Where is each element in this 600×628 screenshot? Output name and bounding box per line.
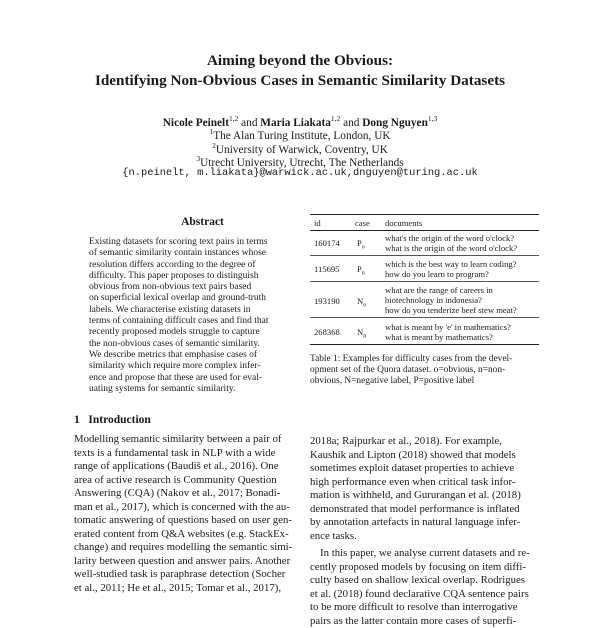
table-cell-documents bbox=[385, 322, 511, 342]
abstract-line: on superficial lexical overlap and ground-truth bbox=[89, 293, 277, 304]
table-cell-case bbox=[357, 296, 366, 311]
case-label: P bbox=[357, 264, 362, 274]
abstract-line: Existing datasets for scoring text pairs in terms bbox=[89, 237, 277, 248]
case-subscript: o bbox=[363, 303, 366, 309]
table-cell-id: 268368 bbox=[314, 327, 340, 337]
author-affil-sup: 1,2 bbox=[331, 114, 340, 123]
affiliation-text: Utrecht University, Utrecht, The Netherlands bbox=[200, 157, 404, 169]
body-line: tomatic answering of questions based on user gen- bbox=[74, 514, 293, 528]
case-subscript: o bbox=[362, 245, 365, 251]
body-line: mation is withheld, and Gururangan et al. (2018) bbox=[310, 489, 539, 503]
body-line: high performance even when critical task infor- bbox=[310, 476, 539, 490]
affiliation-sup: 1 bbox=[209, 127, 213, 136]
body-line: ence tasks. bbox=[310, 530, 539, 544]
paper-title-line-2: Identifying Non-Obvious Cases in Semantic Similarity Datasets bbox=[0, 72, 600, 90]
caption-line: opment set of the Quora dataset. o=obvious, n=non- bbox=[310, 365, 539, 376]
author-separator: and bbox=[343, 117, 359, 129]
author-emails: {n.peinelt, m.liakata}@warwick.ac.uk,dnguyen@turing.ac.uk bbox=[0, 166, 600, 180]
document-line: what's the origin of the word o'clock? bbox=[385, 233, 517, 243]
body-line: 2018a; Rajpurkar et al., 2018). For example, bbox=[310, 435, 539, 449]
document-line: how do you tenderize beef stew meat? bbox=[385, 305, 517, 315]
table-header-rule bbox=[310, 230, 539, 231]
case-subscript: n bbox=[362, 271, 365, 277]
document-line: what is meant by 'e' in mathematics? bbox=[385, 322, 511, 332]
body-line: range of applications (Baudiš et al., 2016). One bbox=[74, 460, 293, 474]
body-line: culty based on shallow lexical overlap. Rodrigues bbox=[310, 574, 539, 588]
abstract-line: difficulty. This paper proposes to distinguish bbox=[89, 271, 277, 282]
author-name: Nicole Peinelt bbox=[163, 117, 229, 129]
body-line: change) and requires modelling the semantic simi- bbox=[74, 541, 293, 555]
table-cell-documents bbox=[385, 259, 517, 279]
case-label: N bbox=[357, 296, 363, 306]
section-title: Introduction bbox=[88, 414, 150, 426]
body-line: Kaushik and Lipton (2018) showed that models bbox=[310, 449, 539, 463]
body-line: sometimes exploit dataset properties to achieve bbox=[310, 462, 539, 476]
body-line: Modelling semantic similarity between a pair of bbox=[74, 433, 293, 447]
affiliation-text: University of Warwick, Coventry, UK bbox=[216, 144, 388, 156]
affiliation-sup: 3 bbox=[196, 154, 200, 163]
abstract-body bbox=[89, 237, 277, 395]
abstract-line: of semantic similarity contain instances whose bbox=[89, 248, 277, 259]
body-line: erated content from Q&A websites (e.g. StackEx- bbox=[74, 528, 293, 542]
abstract-line: terms of containing difficult cases and find that bbox=[89, 316, 277, 327]
paper-title-line-1: Aiming beyond the Obvious: bbox=[0, 52, 600, 70]
affiliation-sup: 2 bbox=[212, 141, 216, 150]
body-line: cently proposed models by focusing on item diffi- bbox=[310, 561, 539, 575]
body-line: area of active research is Community Question bbox=[74, 474, 293, 488]
abstract-heading: Abstract bbox=[88, 216, 317, 228]
section-heading-introduction bbox=[74, 414, 151, 426]
body-line: texts is a fundamental task in NLP with a wide bbox=[74, 447, 293, 461]
table-bottom-rule bbox=[310, 344, 539, 345]
table-cell-documents bbox=[385, 285, 517, 316]
abstract-line: We describe metrics that emphasise cases of bbox=[89, 350, 277, 361]
body-line: Answering (CQA) (Nakov et al., 2017; Bonadi- bbox=[74, 487, 293, 501]
document-line: what are the range of careers in bbox=[385, 285, 517, 295]
body-line: man et al., 2017), which is concerned with the au- bbox=[74, 501, 293, 515]
caption-line: obvious, N=negative label, P=positive label bbox=[310, 376, 539, 387]
body-line: by annotation artefacts in natural language infer- bbox=[310, 516, 539, 530]
table-row-rule bbox=[310, 255, 539, 256]
document-line: what is the origin of the word o'clock? bbox=[385, 243, 517, 253]
section-number: 1 bbox=[74, 414, 80, 426]
table-cell-case bbox=[357, 264, 365, 279]
author-name: Maria Liakata bbox=[260, 117, 331, 129]
body-line: larity between question and answer pairs. Another bbox=[74, 555, 293, 569]
author-affil-sup: 1,3 bbox=[428, 114, 437, 123]
right-column-body bbox=[310, 435, 539, 628]
table-cell-id: 160174 bbox=[314, 238, 340, 248]
document-line: what is meant by mathematics? bbox=[385, 332, 511, 342]
author-separator: and bbox=[241, 117, 257, 129]
abstract-line: obvious from non-obvious text pairs based bbox=[89, 282, 277, 293]
body-line: pairs as the latter contain more cases of superfi- bbox=[310, 615, 539, 628]
table-top-rule bbox=[310, 214, 539, 215]
document-line: how do you learn to program? bbox=[385, 269, 517, 279]
document-line: biotechnology in indonesia? bbox=[385, 295, 517, 305]
abstract-line: ence and propose that these are used for eval- bbox=[89, 373, 277, 384]
table-cell-id: 115695 bbox=[314, 264, 339, 274]
body-line: well-studied task is paraphrase detection (Socher bbox=[74, 568, 293, 582]
body-line: In this paper, we analyse current datasets and re- bbox=[310, 547, 539, 561]
table-cell-case bbox=[357, 327, 366, 342]
affiliation-text: The Alan Turing Institute, London, UK bbox=[213, 130, 390, 142]
table-cell-documents bbox=[385, 233, 517, 253]
table-row-rule bbox=[310, 281, 539, 282]
table-header-case: case bbox=[355, 218, 370, 228]
author-affil-sup: 1,2 bbox=[229, 114, 238, 123]
table-caption bbox=[310, 354, 539, 388]
case-subscript: n bbox=[363, 334, 366, 340]
body-line: demonstrated that model performance is inflated bbox=[310, 503, 539, 517]
caption-line: Table 1: Examples for difficulty cases from the devel- bbox=[310, 354, 539, 365]
abstract-line: uating systems for semantic similarity. bbox=[89, 384, 277, 395]
body-line: et al. (2018) found declarative CQA sentence pairs bbox=[310, 588, 539, 602]
abstract-line: recently proposed models struggle to capture bbox=[89, 327, 277, 338]
body-line: et al., 2011; He et al., 2015; Tomar et al., 2017), bbox=[74, 582, 293, 596]
table-row-rule bbox=[310, 317, 539, 318]
abstract-line: the non-obvious cases of semantic similarity. bbox=[89, 339, 277, 350]
table-1 bbox=[310, 214, 539, 366]
document-line: which is the best way to learn coding? bbox=[385, 259, 517, 269]
abstract-line: labels. We characterise existing datasets in bbox=[89, 305, 277, 316]
abstract-line: similarity which require more complex infer- bbox=[89, 361, 277, 372]
table-cell-id: 193190 bbox=[314, 296, 340, 306]
body-line: to be more difficult to resolve than interrogative bbox=[310, 601, 539, 615]
case-label: P bbox=[357, 238, 362, 248]
table-header-documents: documents bbox=[385, 218, 422, 228]
abstract-line: resolution differs according to the degree of bbox=[89, 260, 277, 271]
introduction-body bbox=[74, 433, 293, 595]
author-name: Dong Nguyen bbox=[362, 117, 428, 129]
table-header-id: id bbox=[314, 218, 321, 228]
case-label: N bbox=[357, 327, 363, 337]
table-cell-case bbox=[357, 238, 365, 253]
